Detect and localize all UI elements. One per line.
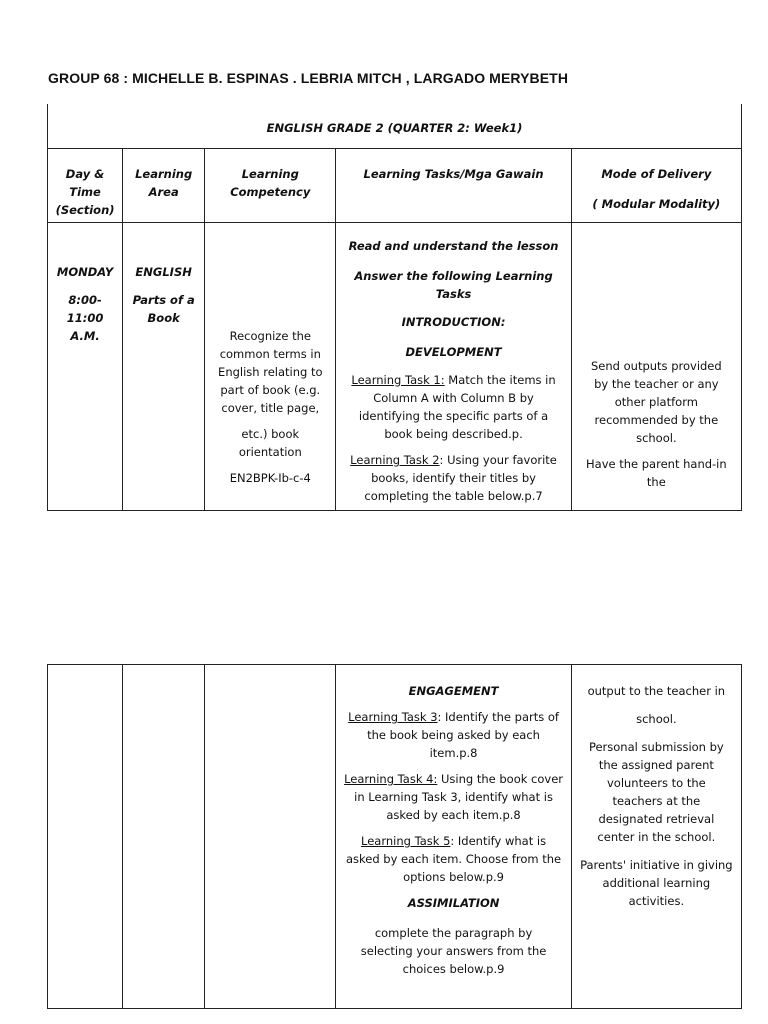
- learning-task-4-label: Learning Task 4:: [344, 772, 438, 786]
- empty-competency-cell: [205, 665, 336, 1009]
- header-learning-competency: Learning Competency: [205, 149, 336, 223]
- mode-cell: output to the teacher in school. Personal submission by the assigned parent volunteers to the teachers at the designated retrieval center in the school. Parents' initiative in giving additional learning activities.: [571, 665, 741, 1009]
- learning-task-5-label: Learning Task 5: [361, 834, 451, 848]
- header-day-time: Day & Time (Section): [48, 149, 123, 223]
- learning-task-3-label: Learning Task 3: [348, 710, 438, 724]
- competency-code: EN2BPK-Ib-c-4: [229, 471, 311, 485]
- lesson-table-page-2: [47, 664, 742, 1009]
- tasks-cell: Read and understand the lesson Answer the following Learning Tasks INTRODUCTION: DEVELOPMENT Learning Task 1: Match the items in Column A with Column B by identifying the specific parts of a book being described.p. Learning Task 2: Using your favorite books, identify their titles by completing the table below.p.7: [336, 223, 571, 511]
- learning-task-1-label: Learning Task 1:: [351, 373, 445, 387]
- header-learning-area: Learning Area: [123, 149, 205, 223]
- table-title: ENGLISH GRADE 2 (QUARTER 2: Week1): [48, 104, 742, 149]
- day-time-cell: MONDAY 8:00- 11:00 A.M.: [48, 223, 123, 511]
- competency-cell: Recognize the common terms in English relating to part of book (e.g. cover, title page, etc.) book orientation EN2BPK-Ib-c-4: [205, 223, 336, 511]
- lesson-table-page-1: [47, 104, 742, 511]
- learning-task-2-label: Learning Task 2: [350, 453, 440, 467]
- mode-cell: Send outputs provided by the teacher or any other platform recommended by the school. Have the parent hand-in the: [571, 223, 741, 511]
- empty-area-cell: [123, 665, 205, 1009]
- table-row: [48, 223, 742, 511]
- empty-day-cell: [48, 665, 123, 1009]
- header-learning-tasks: Learning Tasks/Mga Gawain: [336, 149, 571, 223]
- learning-area-cell: ENGLISH Parts of a Book: [123, 223, 205, 511]
- group-title: GROUP 68 : MICHELLE B. ESPINAS . LEBRIA MITCH , LARGADO MERYBETH: [48, 70, 569, 86]
- header-mode-of-delivery: Mode of Delivery ( Modular Modality): [571, 149, 741, 223]
- table-row: [48, 665, 742, 1009]
- day-label: MONDAY: [56, 265, 114, 279]
- tasks-cell: ENGAGEMENT Learning Task 3: Identify the parts of the book being asked by each item.p.8 Learning Task 4: Using the book cover in Learning Task 3, identify what is asked by each item.p.8 Learning Task 5: Identify what is asked by each item. Choose from the options below.p.9 ASSIMILATION complete the paragraph by selecting your answers from the choices below.p.9: [336, 665, 571, 1009]
